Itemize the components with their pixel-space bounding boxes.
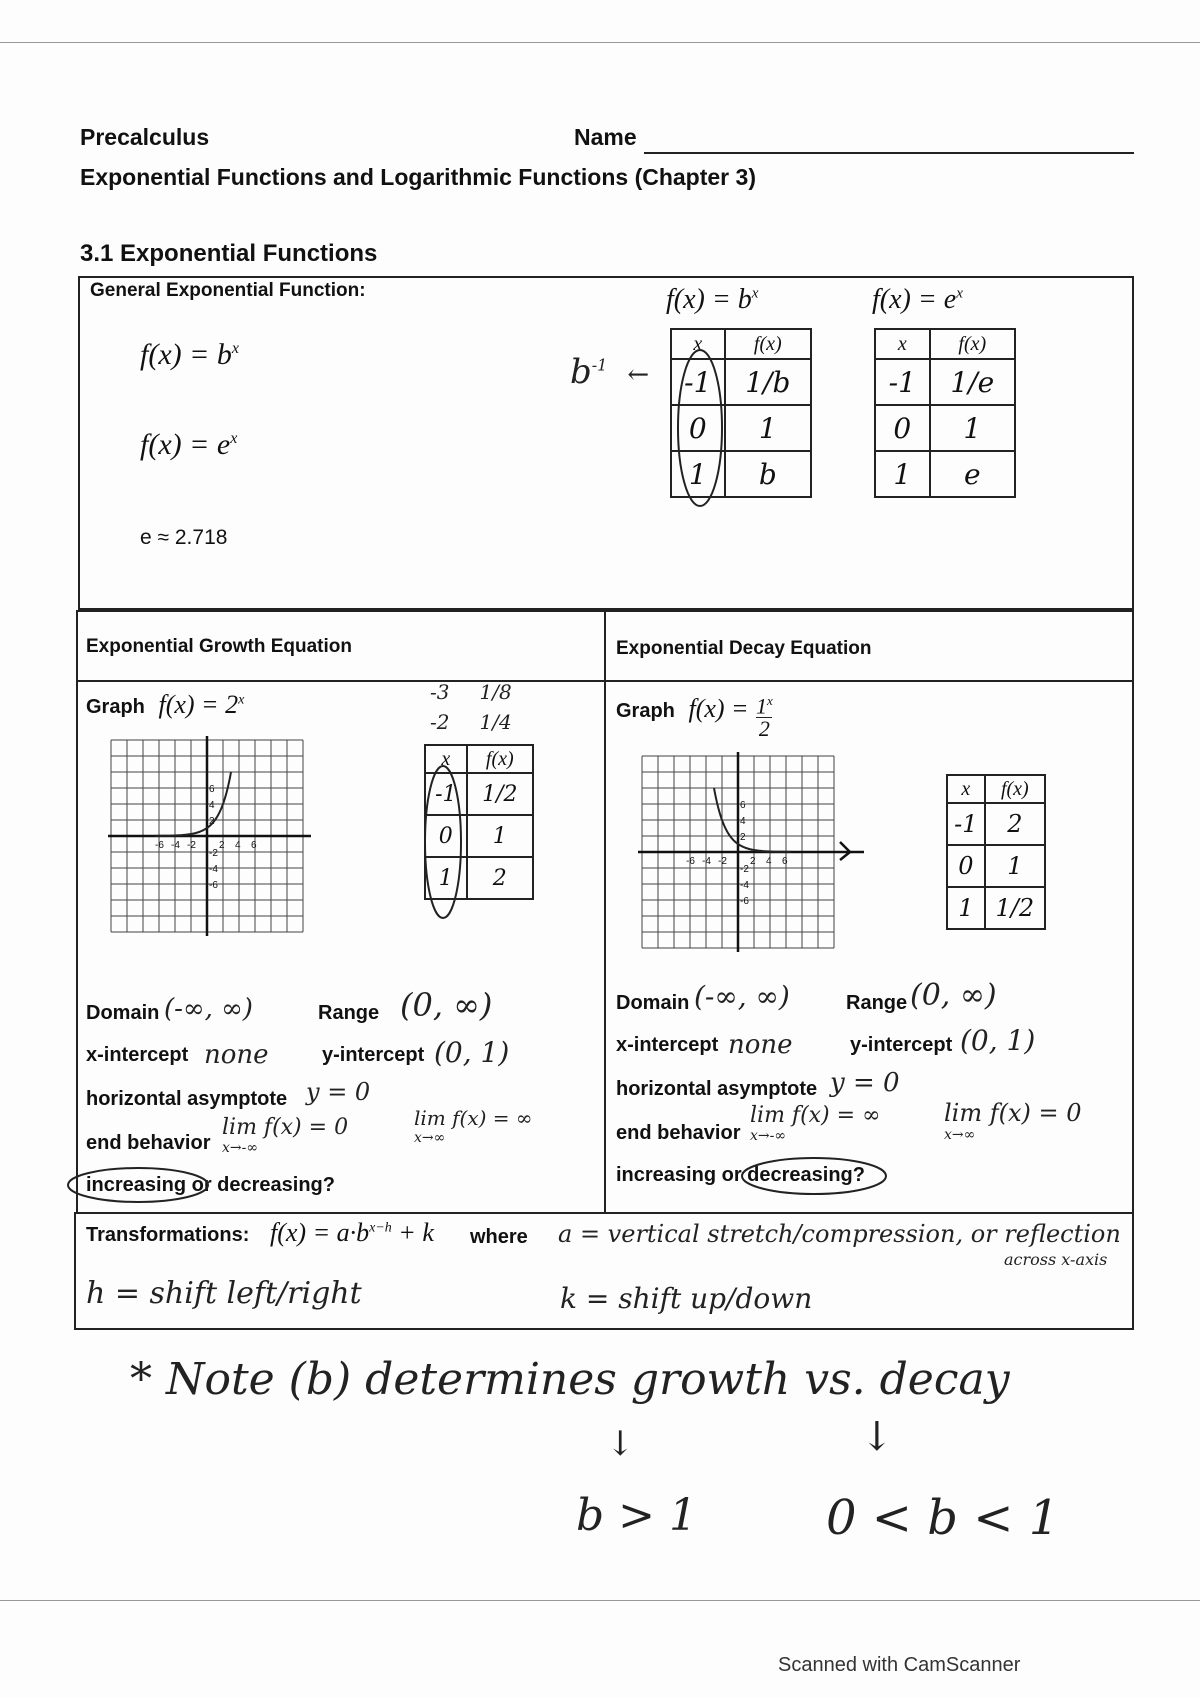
decay-decreasing-circle (738, 1154, 890, 1198)
note-text: * Note (b) determines growth vs. decay (130, 1354, 1010, 1405)
table-e-cell: 1/e (930, 359, 1015, 405)
decay-asym-value: y = 0 (830, 1068, 900, 1098)
y-tick-label: -2 (740, 864, 749, 875)
scanner-footer: Scanned with CamScanner (778, 1654, 1021, 1676)
x-tick-label: -6 (155, 840, 164, 851)
growth-end-label: end behavior (86, 1132, 211, 1154)
decay-end-right-text: lim f(x) = 0 (944, 1099, 1082, 1127)
table-b-header-x: x (671, 329, 725, 359)
growth-table-cell: 1 (467, 815, 533, 857)
y-tick-label: 4 (209, 800, 215, 811)
y-tick-label: -6 (740, 896, 749, 907)
growth-extra-y: 1/4 (479, 710, 512, 734)
transform-formula-base: f(x) = a·b (270, 1218, 370, 1247)
x-tick-label: 4 (766, 856, 772, 867)
eq-e-exp: x (230, 430, 238, 447)
decay-table (946, 774, 1046, 930)
growth-domain-value: (-∞, ∞) (164, 994, 253, 1024)
growth-table-header: x (425, 745, 467, 773)
note-decay-cond: 0 < b < 1 (826, 1490, 1060, 1546)
growth-table-circle (418, 762, 468, 922)
growth-extra-row (430, 680, 512, 704)
table-e-title (872, 284, 963, 316)
growth-func-exp: x (238, 692, 245, 708)
table-b-cell: b (725, 451, 811, 497)
eq-b-base: f(x) = b (140, 338, 232, 371)
arrow-down-icon: ↓ (860, 1414, 894, 1460)
decay-domain-label: Domain (616, 992, 690, 1014)
course-title: Precalculus (80, 124, 210, 150)
table-b-cell: -1 (671, 359, 725, 405)
transform-formula (270, 1218, 434, 1248)
growth-func-base: f(x) = 2 (158, 690, 239, 719)
growth-table-header: f(x) (467, 745, 533, 773)
table-e-title-exp: x (956, 285, 963, 302)
decay-frac-num (756, 690, 773, 717)
transform-where: where (470, 1226, 528, 1248)
table-b-title (666, 284, 758, 316)
decay-end-label: end behavior (616, 1122, 741, 1144)
decay-end-left-text: lim f(x) = ∞ (750, 1103, 881, 1128)
decay-table-cell: 1 (985, 845, 1045, 887)
growth-title: Exponential Growth Equation (86, 636, 352, 657)
y-tick-label: 6 (740, 800, 746, 811)
y-tick-label: 4 (740, 816, 746, 827)
table-b-title-exp: x (751, 285, 759, 302)
table-b-header-fx: f(x) (725, 329, 811, 359)
table-e-header-fx: f(x) (930, 329, 1015, 359)
decay-title: Exponential Decay Equation (616, 638, 872, 659)
x-tick-label: 4 (235, 840, 241, 851)
arrow-left-icon: ← (627, 360, 650, 390)
x-tick-label: -6 (686, 856, 695, 867)
y-tick-label: 6 (209, 784, 215, 795)
x-tick-label: -2 (187, 840, 196, 851)
growth-increasing-circle (64, 1164, 212, 1206)
divider-vertical (604, 610, 606, 1214)
table-e (874, 328, 1016, 498)
decay-range-label: Range (846, 992, 908, 1014)
growth-range-value: (0, ∞) (400, 986, 493, 1024)
growth-end-right-text: lim f(x) = ∞ (414, 1106, 533, 1130)
growth-asym-label: horizontal asymptote (86, 1088, 288, 1110)
x-tick-label: 2 (219, 840, 225, 851)
decay-frac-den: 2 (758, 716, 770, 742)
growth-table-cell: -1 (425, 773, 467, 815)
decay-table-cell: 0 (947, 845, 985, 887)
eq-e-base: f(x) = e (140, 428, 231, 461)
growth-inc-dec: increasing or decreasing? (86, 1174, 335, 1196)
e-approx: e ≈ 2.718 (140, 526, 228, 549)
table-e-cell: 1 (930, 405, 1015, 451)
growth-table-cell: 2 (467, 857, 533, 899)
growth-table-cell: 0 (425, 815, 467, 857)
growth-end-right (414, 1108, 533, 1148)
x-tick-label: -4 (171, 840, 180, 851)
growth-yint-value: (0, 1) (434, 1036, 510, 1069)
growth-domain-label: Domain (86, 1002, 160, 1024)
decay-table-cell: 1/2 (985, 887, 1045, 929)
y-tick-label: -4 (209, 864, 218, 875)
table-b-cell: 1 (671, 451, 725, 497)
y-tick-label: -6 (209, 880, 218, 891)
decay-yint-value: (0, 1) (960, 1024, 1036, 1057)
x-tick-label: -2 (718, 856, 727, 867)
x-tick-label: 6 (251, 840, 257, 851)
transform-h-desc: h = shift left/right (86, 1276, 362, 1311)
decay-xint-label: x-intercept (616, 1034, 719, 1056)
growth-yint-label: y-intercept (322, 1044, 425, 1066)
transform-formula-tail: + k (398, 1218, 434, 1247)
decay-range-value: (0, ∞) (910, 978, 997, 1013)
transform-a-desc: a = vertical stretch/compression, or reflection (558, 1220, 1121, 1248)
growth-asym-value: y = 0 (306, 1078, 371, 1106)
decay-end-left-sub: x→-∞ (750, 1128, 787, 1144)
table-e-cell: 0 (875, 405, 930, 451)
growth-extra-x: -3 (430, 680, 450, 704)
growth-graph-word: Graph (86, 696, 145, 718)
table-b-cell: 1/b (725, 359, 811, 405)
growth-end-left (222, 1115, 349, 1158)
general-eq-e (140, 428, 237, 462)
decay-inc-dec: increasing or decreasing? (616, 1164, 865, 1186)
general-eq-b (140, 338, 239, 372)
x-tick-label: 2 (750, 856, 756, 867)
growth-extra-y: 1/8 (479, 680, 512, 704)
scan-border-top (0, 42, 1200, 43)
decay-end-left (750, 1103, 881, 1146)
eq-b-exp: x (231, 340, 239, 357)
table-b-circle (668, 346, 732, 516)
name-field[interactable] (644, 152, 1134, 154)
growth-table-cell: 1/2 (467, 773, 533, 815)
growth-xint-value: none (204, 1040, 269, 1070)
table-e-cell: -1 (875, 359, 930, 405)
y-tick-label: 2 (209, 816, 215, 827)
b-inverse-note (570, 352, 649, 392)
table-e-header-x: x (875, 329, 930, 359)
name-label: Name (574, 124, 637, 150)
growth-end-right-sub: x→∞ (414, 1130, 446, 1146)
decay-graph (636, 746, 896, 982)
table-e-cell: e (930, 451, 1015, 497)
growth-end-left-text: lim f(x) = 0 (222, 1115, 349, 1140)
note-growth-cond: b > 1 (576, 1490, 697, 1541)
decay-graph-word: Graph (616, 700, 675, 722)
table-b-title-base: f(x) = b (666, 284, 752, 315)
growth-extra-row (430, 710, 512, 734)
decay-graph-label (616, 694, 749, 724)
table-b-cell: 1 (725, 405, 811, 451)
growth-extra-x: -2 (430, 710, 450, 734)
y-tick-label: -2 (209, 848, 218, 859)
transform-a-desc2: across x-axis (1004, 1250, 1108, 1269)
decay-frac-num-val: 1 (756, 693, 767, 719)
decay-yint-label: y-intercept (850, 1034, 953, 1056)
growth-graph-label (86, 690, 244, 720)
decay-end-right-sub: x→∞ (944, 1127, 976, 1143)
table-e-title-base: f(x) = e (872, 284, 957, 315)
decay-graph-fraction (756, 690, 773, 740)
scan-border-bottom (0, 1600, 1200, 1601)
decay-table-header: f(x) (985, 775, 1045, 803)
divider-title (76, 680, 1134, 682)
growth-table-cell: 1 (425, 857, 467, 899)
decay-end-right (944, 1099, 1082, 1146)
y-tick-label: -4 (740, 880, 749, 891)
decay-table-cell: 1 (947, 887, 985, 929)
decay-table-cell: 2 (985, 803, 1045, 845)
b-inverse-exp: -1 (591, 355, 608, 375)
decay-frac-exp: x (767, 693, 773, 708)
decay-asym-label: horizontal asymptote (616, 1078, 818, 1100)
y-tick-label: 2 (740, 832, 746, 843)
section-title: 3.1 Exponential Functions (80, 240, 378, 267)
x-tick-label: -4 (702, 856, 711, 867)
decay-domain-value: (-∞, ∞) (694, 980, 790, 1013)
growth-graph-func (158, 690, 244, 719)
table-e-cell: 1 (875, 451, 930, 497)
b-inverse-base: b (570, 352, 592, 392)
growth-range-label: Range (318, 1002, 380, 1024)
table-b-cell: 0 (671, 405, 725, 451)
x-tick-label: 6 (782, 856, 788, 867)
decay-table-cell: -1 (947, 803, 985, 845)
chapter-subtitle: Exponential Functions and Logarithmic Functions (Chapter 3) (80, 164, 756, 190)
transform-k-desc: k = shift up/down (560, 1282, 813, 1315)
decay-xint-value: none (728, 1030, 793, 1060)
arrow-down-icon: ↓ (606, 1424, 635, 1464)
growth-xint-label: x-intercept (86, 1044, 189, 1066)
general-title: General Exponential Function: (90, 280, 366, 301)
growth-end-left-sub: x→-∞ (222, 1140, 259, 1156)
transform-label: Transformations: (86, 1224, 250, 1246)
decay-graph-func: f(x) = (688, 694, 749, 723)
growth-graph (108, 720, 350, 952)
decay-table-header: x (947, 775, 985, 803)
transform-formula-exp: x−h (369, 1220, 392, 1236)
